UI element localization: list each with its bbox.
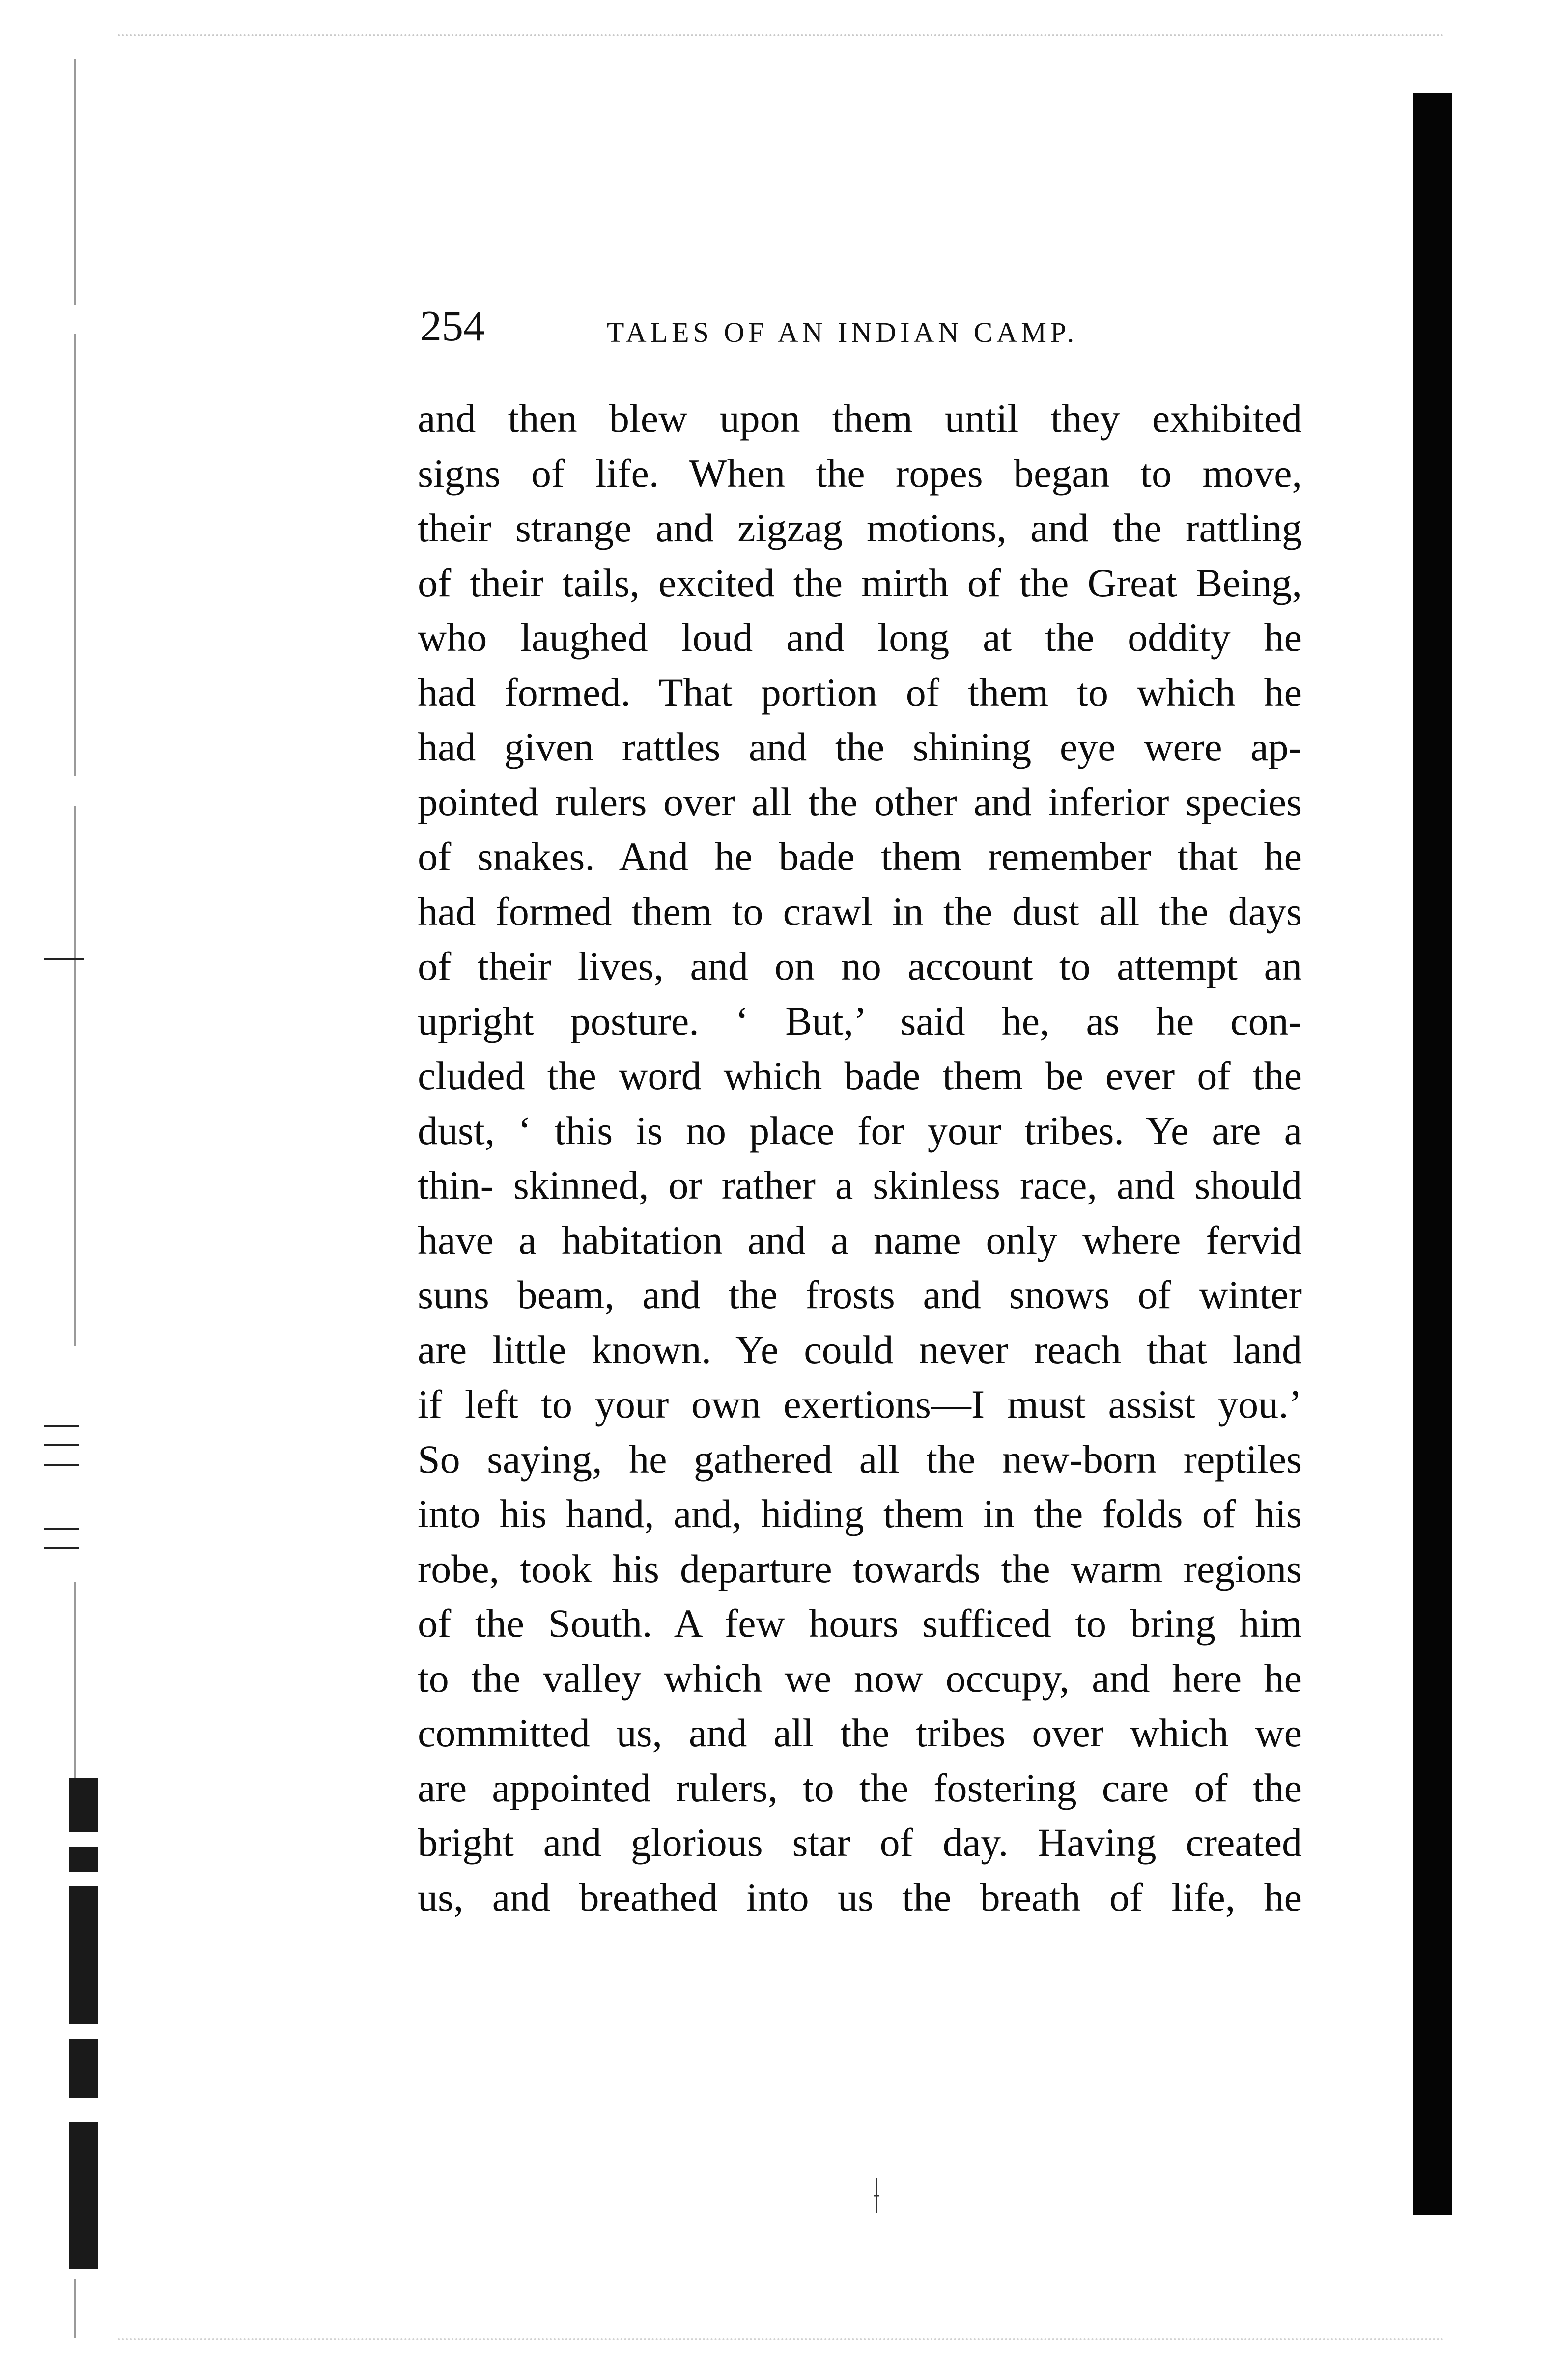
- text-line: of the South. A few hours sufficed to bring him: [418, 1601, 1302, 1646]
- text-line: robe, took his departure towards the warm regions: [418, 1546, 1302, 1591]
- gutter-block: [69, 1778, 98, 1832]
- gutter-tick: [44, 1547, 79, 1549]
- gutter-speck: [74, 806, 76, 1346]
- scan-edge-bar: [1413, 93, 1452, 2215]
- text-line: thin- skinned, or rather a skinless race, and should: [418, 1163, 1302, 1207]
- text-line: So saying, he gathered all the new-born reptiles: [418, 1436, 1302, 1482]
- text-line: of snakes. And he bade them remember that he: [418, 834, 1302, 879]
- binding-gutter: [44, 59, 98, 2343]
- gutter-tick: [44, 1464, 79, 1466]
- gutter-tick: [44, 1444, 79, 1446]
- body-text: [418, 391, 1302, 1925]
- text-line: suns beam, and the frosts and snows of winter: [418, 1272, 1302, 1317]
- text-line: have a habitation and a name only where fervid: [418, 1217, 1302, 1262]
- gutter-speck: [74, 334, 76, 776]
- text-line: to the valley which we now occupy, and here he: [418, 1655, 1302, 1701]
- text-line: cluded the word which bade them be ever of the: [418, 1053, 1302, 1098]
- text-line: committed us, and all the tribes over which we: [418, 1710, 1302, 1755]
- footer-mark: [873, 2176, 880, 2215]
- signature-mark-icon: [873, 2176, 880, 2215]
- text-line: us, and breathed into us the breath of life, he: [418, 1875, 1302, 1920]
- gutter-speck: [74, 1582, 76, 1778]
- text-line: of their tails, excited the mirth of the Great Being,: [418, 560, 1302, 605]
- running-head: [420, 295, 1354, 359]
- text-line: bright and glorious star of day. Having created: [418, 1820, 1302, 1865]
- text-line: upright posture. ‘ But,’ said he, as he con-: [418, 998, 1302, 1043]
- gutter-tick: [44, 1528, 79, 1530]
- page-bottom-edge: [118, 2338, 1444, 2340]
- text-line: of their lives, and on no account to attempt an: [418, 944, 1302, 988]
- text-line: are appointed rulers, to the fostering care of the: [418, 1765, 1302, 1810]
- gutter-block: [69, 1847, 98, 1872]
- running-title: TALES OF AN INDIAN CAMP.: [607, 316, 1078, 348]
- text-line: their strange and zigzag motions, and the rattling: [418, 505, 1302, 550]
- text-line: who laughed loud and long at the oddity he: [418, 615, 1302, 660]
- gutter-speck: [74, 59, 76, 305]
- text-line: if left to your own exertions—I must assist you.’: [418, 1382, 1302, 1427]
- text-line: had given rattles and the shining eye were ap-: [418, 725, 1302, 769]
- text-line: dust, ‘ this is no place for your tribes. Ye are a: [418, 1108, 1302, 1153]
- text-line: pointed rulers over all the other and inferior species: [418, 779, 1302, 824]
- gutter-block: [69, 2122, 98, 2269]
- text-line: signs of life. When the ropes began to move,: [418, 450, 1302, 496]
- text-line: had formed them to crawl in the dust all the days: [418, 889, 1302, 934]
- text-line: had formed. That portion of them to which he: [418, 670, 1302, 715]
- gutter-block: [69, 1886, 98, 2024]
- text-line: are little known. Ye could never reach that land: [418, 1327, 1302, 1372]
- text-line: and then blew upon them until they exhibited: [418, 396, 1302, 441]
- gutter-tick: [44, 1425, 79, 1427]
- text-line: into his hand, and, hiding them in the folds of his: [418, 1491, 1302, 1536]
- gutter-block: [69, 2039, 98, 2098]
- gutter-speck: [74, 2279, 76, 2338]
- gutter-tick: [44, 958, 84, 960]
- page-top-edge: [118, 34, 1444, 36]
- page-number: 254: [420, 303, 485, 350]
